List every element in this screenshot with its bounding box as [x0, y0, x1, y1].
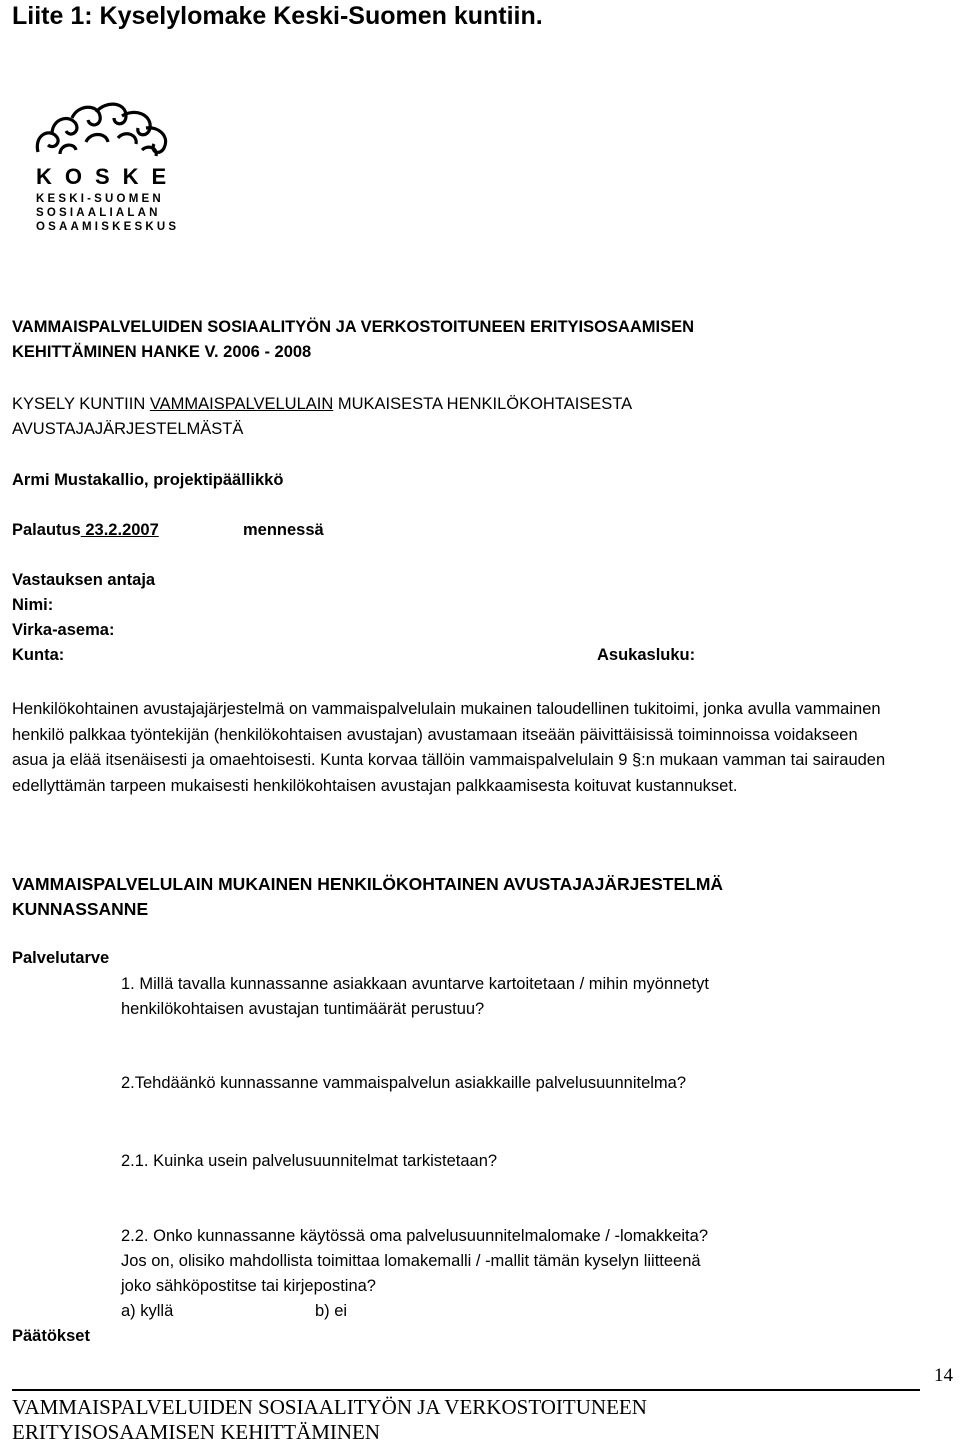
question-2-2-line-1: 2.2. Onko kunnassanne käytössä oma palvelusuunnitelmalomake / -lomakkeita?	[121, 1227, 708, 1245]
intro-paragraph: Henkilökohtainen avustajajärjestelmä on vammaispalvelulain mukainen taloudellinen tukitoimi, jonka avulla vammainen henkilö palkkaa työntekijän (henkilökohtaisen avustajan) avustamaan itseään päivittäisissä toiminnoissa voidakseen asua ja elää itsenäisesti ja omaehtoisesti. Kunta korvaa tällöin vammaispalvelulain 9 §:n mukaan vamman tai sairauden edellyttämän tarpeen mukaisesti henkilökohtaisen avustajan palkkaamisesta koituvat kustannukset.	[12, 700, 886, 795]
footer-divider	[12, 1389, 920, 1391]
question-2-2-line-3: joko sähköpostitse tai kirjepostina?	[121, 1277, 376, 1295]
survey-title-underlined: VAMMAISPALVELULAIN	[149, 395, 334, 413]
deadline-date: 23.2.2007	[80, 521, 159, 539]
option-yes: a) kyllä	[121, 1302, 174, 1320]
municipality-label: Kunta:	[12, 646, 65, 664]
question-1-line-2: henkilökohtaisen avustajan tuntimäärät perustuu?	[121, 1000, 485, 1018]
respondent-heading: Vastauksen antaja	[12, 571, 156, 589]
survey-title-post: MUKAISESTA HENKILÖKOHTAISESTA	[333, 395, 633, 413]
population-label: Asukasluku:	[597, 646, 696, 664]
question-2-1: 2.1. Kuinka usein palvelusuunnitelmat tarkistetaan?	[121, 1152, 498, 1170]
question-2: 2.Tehdäänkö kunnassanne vammaispalvelun asiakkaille palvelusuunnitelma?	[121, 1074, 687, 1092]
name-label: Nimi:	[12, 596, 54, 614]
logo-line-1: KESKI-SUOMEN	[36, 193, 164, 205]
deadline	[12, 521, 159, 540]
position-label: Virka-asema:	[12, 621, 115, 639]
service-need-heading: Palvelutarve	[12, 949, 110, 967]
survey-title-line-1	[12, 395, 632, 414]
author: Armi Mustakallio, projektipäällikkö	[12, 471, 284, 489]
project-line-1: VAMMAISPALVELUIDEN SOSIAALITYÖN JA VERKOSTOITUNEEN ERITYISOSAAMISEN	[12, 318, 695, 336]
logo-line-2: SOSIAALIALAN	[36, 207, 161, 219]
option-no: b) ei	[315, 1302, 348, 1320]
decisions-heading: Päätökset	[12, 1327, 90, 1345]
koske-logo-mark-icon	[30, 98, 180, 164]
page-title: Liite 1: Kyselylomake Keski-Suomen kuntiin.	[12, 2, 543, 30]
koske-logo	[30, 98, 190, 238]
section-heading-line-2: KUNNASSANNE	[12, 899, 149, 919]
survey-title-pre: KYSELY KUNTIIN	[12, 395, 150, 413]
page-number: 14	[934, 1365, 953, 1386]
footer-line-1: VAMMAISPALVELUIDEN SOSIAALITYÖN JA VERKOSTOITUNEEN	[12, 1395, 647, 1419]
question-2-2-line-2: Jos on, olisiko mahdollista toimittaa lomakemalli / -mallit tämän kyselyn liitteenä	[121, 1252, 701, 1270]
logo-name: KOSKE	[36, 164, 180, 189]
project-line-2: KEHITTÄMINEN HANKE V. 2006 - 2008	[12, 343, 312, 361]
section-heading-line-1: VAMMAISPALVELULAIN MUKAINEN HENKILÖKOHTAINEN AVUSTAJAJÄRJESTELMÄ	[12, 874, 724, 894]
deadline-label: Palautus	[12, 521, 81, 539]
question-1-line-1: 1. Millä tavalla kunnassanne asiakkaan avuntarve kartoitetaan / mihin myönnetyt	[121, 975, 709, 993]
footer-line-2: ERITYISOSAAMISEN KEHITTÄMINEN	[12, 1420, 381, 1444]
survey-title-line-2: AVUSTAJAJÄRJESTELMÄSTÄ	[12, 420, 244, 438]
logo-line-3: OSAAMISKESKUS	[36, 221, 180, 233]
deadline-suffix: mennessä	[243, 521, 324, 539]
